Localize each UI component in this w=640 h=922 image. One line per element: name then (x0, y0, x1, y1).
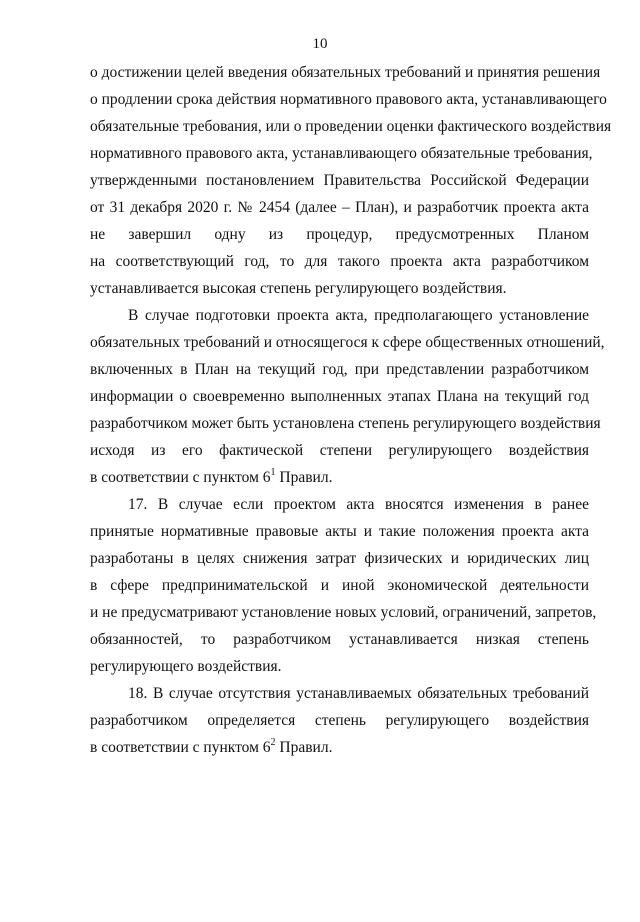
text-line: на соответствующий год, то для такого проекта акта разработчиком (90, 253, 589, 270)
text-line: В случае подготовки проекта акта, предполагающего установление (128, 307, 589, 324)
text-fragment: в соответствии с пунктом 6 (90, 739, 271, 756)
text-line: разработчиком определяется степень регулирующего воздействия (90, 712, 589, 729)
text-fragment: в соответствии с пунктом 6 (90, 469, 271, 486)
text-line: от 31 декабря 2020 г. № 2454 (далее – План), и разработчик проекта акта (90, 199, 589, 216)
text-line: устанавливается высокая степень регулирующего воздействия. (90, 280, 507, 297)
text-line: нормативного правового акта, устанавливающего обязательные требования, (90, 145, 593, 162)
text-line: включенных в План на текущий год, при представлении разработчиком (90, 361, 589, 378)
text-line: принятые нормативные правовые акты и такие положения проекта акта (90, 523, 589, 540)
text-line: обязательных требований и относящегося к сфере общественных отношений, (90, 334, 605, 351)
superscript: 2 (270, 736, 276, 748)
text-line: 17. В случае если проектом акта вносятся изменения в ранее (128, 496, 589, 513)
text-line: и не предусматривают установление новых условий, ограничений, запретов, (90, 604, 597, 621)
superscript: 1 (270, 466, 276, 478)
text-line: в сфере предпринимательской и иной экономической деятельности (90, 577, 589, 594)
text-line: разработаны в целях снижения затрат физических и юридических лиц (90, 550, 589, 567)
text-line: не завершил одну из процедур, предусмотренных Планом (90, 226, 589, 243)
text-line: разработчиком может быть установлена степень регулирующего воздействия (90, 415, 601, 432)
text-line (90, 468, 589, 488)
text-line: исходя из его фактической степени регулирующего воздействия (90, 442, 589, 459)
text-line: о достижении целей введения обязательных требований и принятия решения (90, 64, 601, 81)
page-number: 10 (312, 36, 328, 52)
text-line: информации о своевременно выполненных этапах Плана на текущий год (90, 388, 589, 405)
text-line: обязанностей, то разработчиком устанавливается низкая степень (90, 631, 589, 648)
text-fragment: Правил. (275, 469, 333, 486)
text-line: регулирующего воздействия. (90, 658, 282, 675)
text-line: 18. В случае отсутствия устанавливаемых обязательных требований (128, 685, 589, 702)
text-fragment: Правил. (275, 739, 333, 756)
text-line: утвержденными постановлением Правительства Российской Федерации (90, 172, 589, 189)
text-line: о продлении срока действия нормативного правового акта, устанавливающего (90, 91, 607, 108)
text-line: обязательные требования, или о проведении оценки фактического воздействия (90, 118, 612, 135)
text-line (90, 738, 589, 758)
